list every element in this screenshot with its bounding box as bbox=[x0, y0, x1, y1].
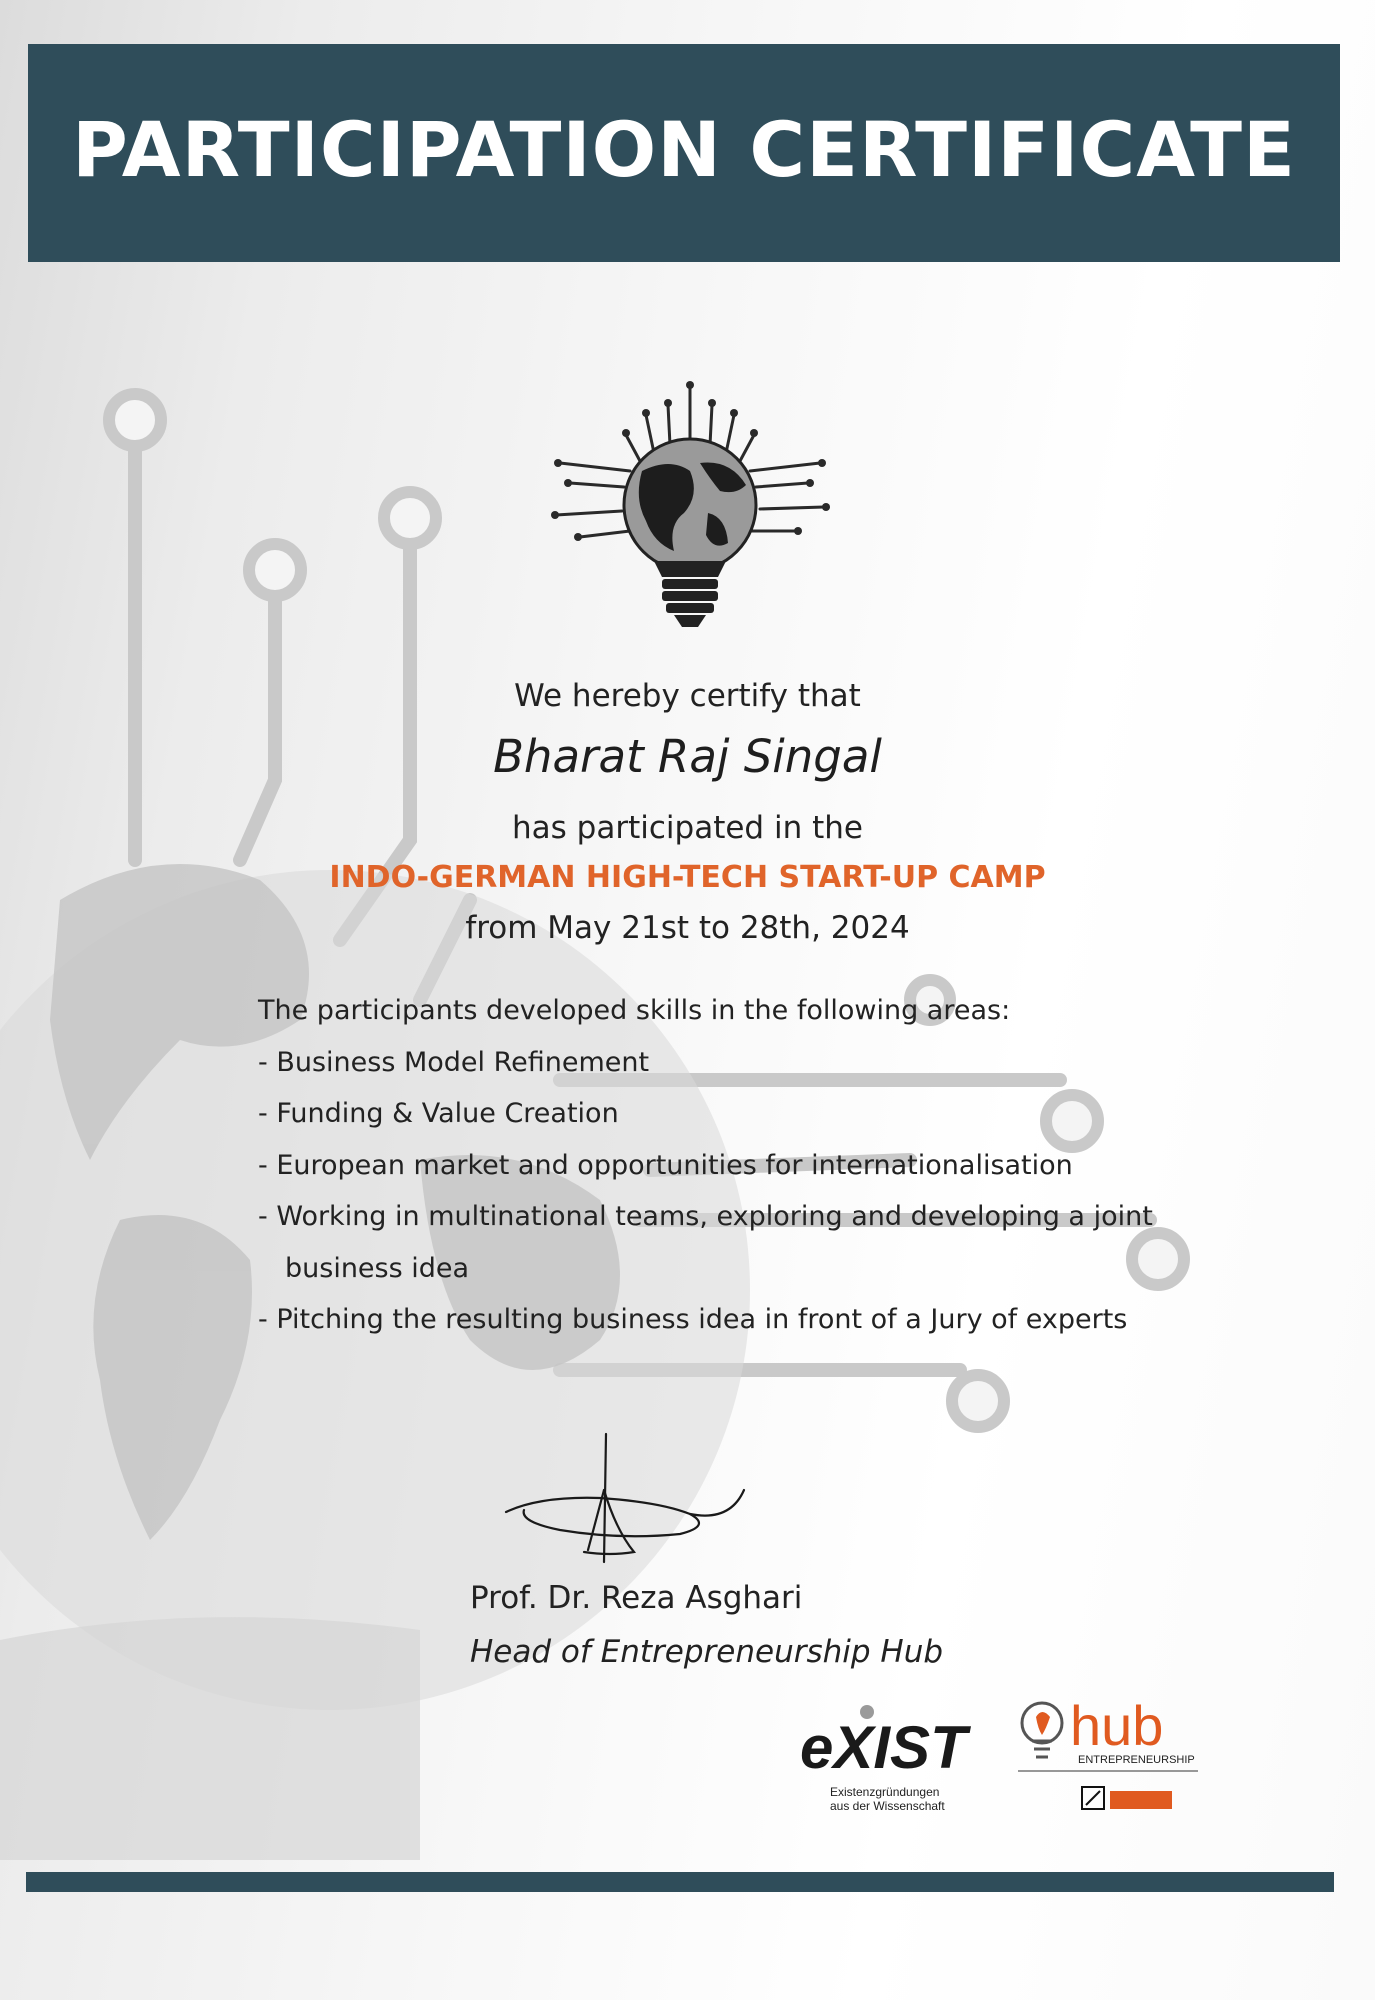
skill-item: - Funding & Value Creation bbox=[258, 1098, 619, 1129]
event-dates: from May 21st to 28th, 2024 bbox=[465, 910, 910, 946]
footer-band bbox=[26, 1872, 1334, 1892]
participated-line: has participated in the bbox=[512, 810, 863, 846]
hub-subtitle: ENTREPRENEURSHIP bbox=[1078, 1754, 1195, 1766]
skill-item: - Working in multinational teams, exploring and developing a joint bbox=[258, 1201, 1153, 1232]
skill-item-continuation: business idea bbox=[285, 1252, 470, 1284]
signatory-name: Prof. Dr. Reza Asghari bbox=[470, 1580, 803, 1616]
recipient-name: Bharat Raj Singal bbox=[493, 730, 882, 783]
event-name: INDO-GERMAN HIGH-TECH START-UP CAMP bbox=[329, 860, 1046, 895]
signatory-title: Head of Entrepreneurship Hub bbox=[470, 1634, 944, 1670]
skill-item: - Business Model Refinement bbox=[258, 1046, 650, 1078]
skills-intro: The participants developed skills in the following areas: bbox=[258, 995, 1011, 1026]
exist-tagline-2: aus der Wissenschaft bbox=[830, 1799, 945, 1813]
exist-logo bbox=[790, 1700, 990, 1820]
exist-wordmark: eXIST bbox=[800, 1714, 967, 1781]
hub-logo bbox=[1012, 1695, 1212, 1815]
skill-item: - European market and opportunities for internationalisation bbox=[258, 1149, 1073, 1181]
certify-line: We hereby certify that bbox=[514, 678, 861, 714]
exist-tagline-1: Existenzgründungen bbox=[830, 1785, 940, 1799]
globe-lightbulb-icon bbox=[550, 375, 830, 630]
hub-wordmark: hub bbox=[1070, 1695, 1164, 1757]
skill-item: - Pitching the resulting business idea in front of a Jury of experts bbox=[258, 1304, 1128, 1335]
header-band bbox=[28, 44, 1340, 262]
certificate-title: PARTICIPATION CERTIFICATE bbox=[72, 104, 1296, 194]
signature bbox=[500, 1430, 770, 1570]
skills-list bbox=[258, 985, 1158, 1346]
